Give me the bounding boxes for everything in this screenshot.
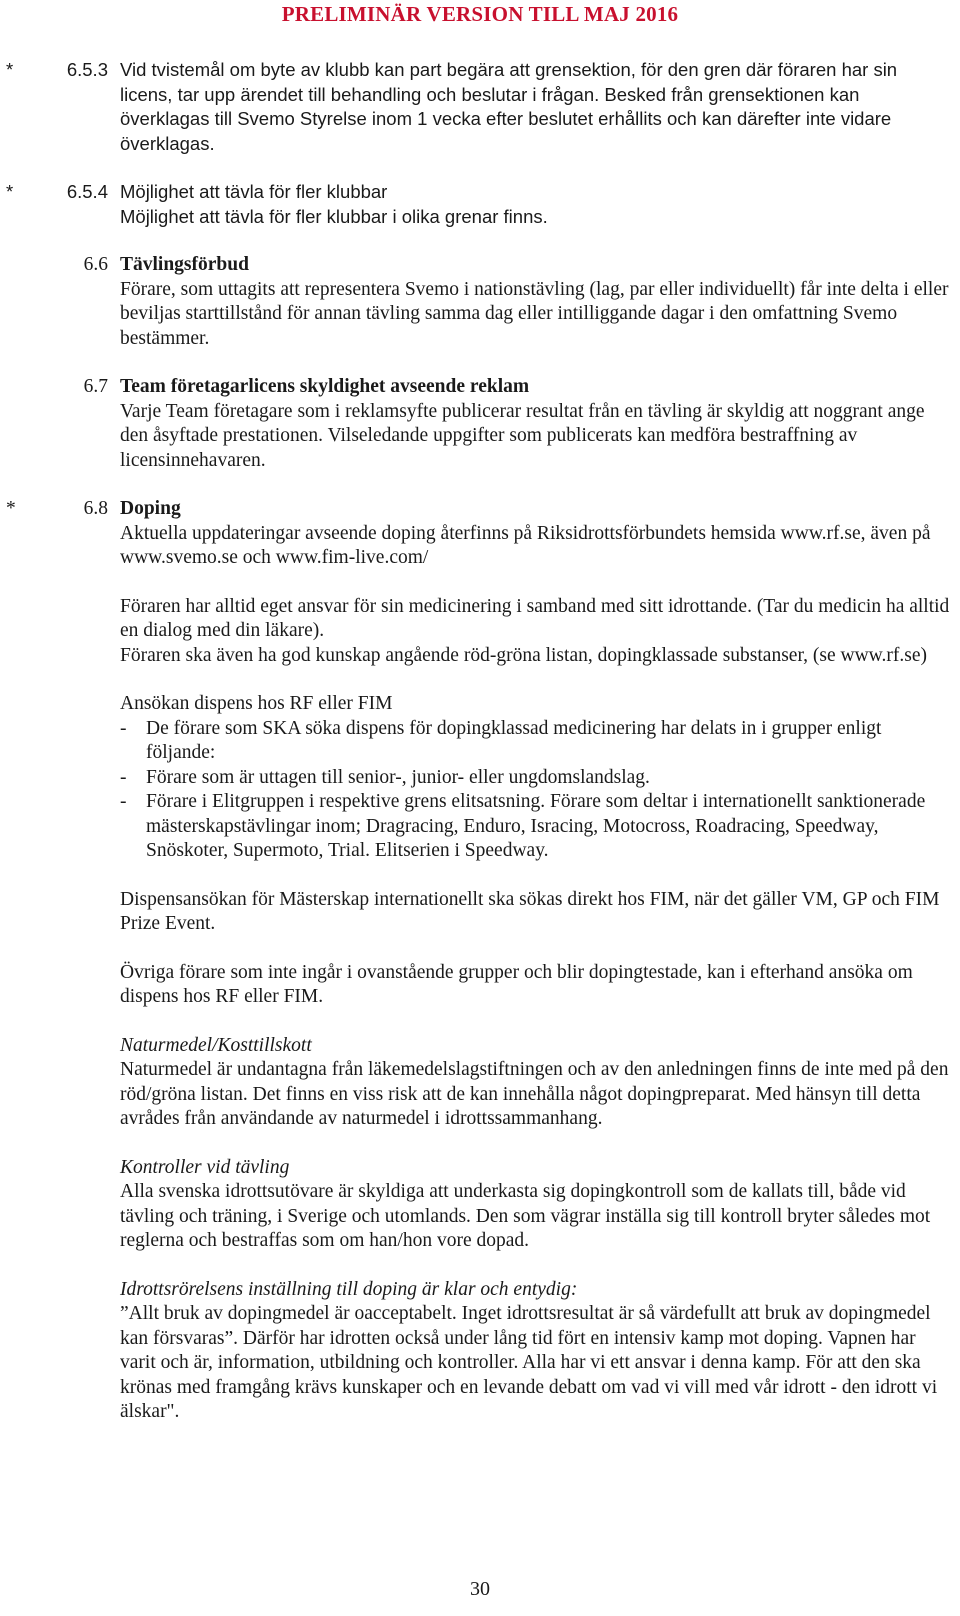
- list-item-text: Förare som är uttagen till senior-, junior- eller ungdomslandslag.: [146, 766, 650, 788]
- change-marker: *: [6, 59, 14, 80]
- doping-responsibility: Föraren har alltid eget ansvar för sin medicinering i samband med sitt idrottande. (Tar du medicin ha alltid en dialog med din läkare).: [120, 595, 950, 641]
- dispens-others-text: Övriga förare som inte ingår i ovanstående grupper och blir dopingtestade, kan i efterhand ansöka om dispens hos RF eller FIM.: [120, 961, 913, 1007]
- document-header: PRELIMINÄR VERSION TILL MAJ 2016: [281, 2, 679, 26]
- list-item: [120, 717, 950, 766]
- natur-heading: Naturmedel/Kosttillskott: [120, 1034, 312, 1056]
- section-number: 6.5.4: [66, 181, 108, 202]
- list-item: [120, 766, 950, 791]
- page-number: 30: [470, 1578, 490, 1600]
- section-text: Förare, som uttagits att representera Svemo i nationstävling (lag, par eller individuellt) får inte delta i eller beviljas starttillstånd för annan tävling samma dag eller intilliggande dagar i den omfattning Svemo bestämmer.: [120, 278, 949, 349]
- change-marker: *: [6, 181, 14, 202]
- section-6-6: [83, 253, 950, 351]
- section-6-5-4: [6, 180, 950, 229]
- section-title: Tävlingsförbud: [120, 254, 249, 275]
- rf-quote: ”Allt bruk av dopingmedel är oacceptabelt. Inget idrottsresultat är så värdefullt att bruk av dopingmedel kan försvaras”. Därför har idrotten också under lång tid fört en intensiv kamp mot doping. Vapnen har varit och är, information, utbildning och kontroller. Alla har vi ett ansvar i denna kamp. För att den ska krönas med framgång krävs kunskaper och en levande debatt om vad vi vill med vår idrott - den idrott vi älskar".: [120, 1303, 938, 1422]
- section-6-7: [83, 375, 950, 473]
- rf-heading: Idrottsrörelsens inställning till doping är klar och entydig:: [120, 1278, 578, 1300]
- section-title: Doping: [120, 498, 181, 519]
- section-6-8: [6, 497, 950, 1425]
- list-dash: -: [120, 717, 127, 739]
- section-title: Team företagarlicens skyldighet avseende reklam: [120, 376, 530, 397]
- kontroll-text: Alla svenska idrottsutövare är skyldiga att underkasta sig dopingkontroll som de kallats till, både vid tävling och träning, i Sverige och utomlands. Den som vägrar inställa sig till kontroll bryter således mot reglerna och bestraffas som om han/hon vore dopad.: [120, 1181, 931, 1251]
- document-body: [0, 58, 960, 1425]
- section-number: 6.8: [83, 498, 108, 519]
- section-number: 6.5.3: [66, 59, 108, 80]
- section-text: Vid tvistemål om byte av klubb kan part begära att grensektion, för den gren där föraren har sin licens, tar upp ärendet till behandling och beslutar i frågan. Besked från grensektionen kan överklagas till Svemo Styrelse inom 1 vecka efter beslutet erhållits och kan därefter inte vidare överklagas.: [120, 59, 898, 154]
- kontroll-heading: Kontroller vid tävling: [120, 1156, 290, 1178]
- section-text: Varje Team företagare som i reklamsyfte publicerar resultat från en tävling är skyldig att noggrant ange den åsyftade prestationen. Vilseledande uppgifter som publicerats kan medföra bestraffning av licensinnehavaren.: [120, 400, 925, 471]
- doping-intro: Aktuella uppdateringar avseende doping återfinns på Riksidrottsförbundets hemsida www.rf.se, även på www.svemo.se och www.fim-live.com/: [120, 522, 931, 568]
- list-item-text: Förare i Elitgruppen i respektive grens elitsatsning. Förare som deltar i internationellt sanktionerade mästerskapstävlingar inom; Dragracing, Enduro, Isracing, Motocross, Roadracing, Speedway, Snöskoter, Supermoto, Trial. Elitserien i Speedway.: [146, 791, 926, 861]
- section-number: 6.6: [83, 254, 108, 275]
- list-dash: -: [120, 791, 127, 812]
- dispens-heading: Ansökan dispens hos RF eller FIM: [120, 693, 393, 714]
- dispens-fim-text: Dispensansökan för Mästerskap internationellt ska sökas direkt hos FIM, när det gäller VM, GP och FIM Prize Event.: [120, 888, 940, 934]
- list-item: [120, 790, 950, 864]
- section-number: 6.7: [83, 376, 108, 397]
- change-marker: *: [6, 498, 16, 519]
- section-title: Möjlighet att tävla för fler klubbar: [120, 181, 388, 202]
- section-6-5-3: [6, 58, 950, 156]
- doping-knowledge: Föraren ska även ha god kunskap angående röd-gröna listan, dopingklassade substanser, (se www.rf.se): [120, 644, 927, 666]
- list-dash: -: [120, 766, 127, 788]
- list-item-text: De förare som SKA söka dispens för dopingklassad medicinering har delats in i grupper enligt följande:: [146, 717, 882, 763]
- section-text: Möjlighet att tävla för fler klubbar i olika grenar finns.: [120, 205, 548, 227]
- natur-text: Naturmedel är undantagna från läkemedelslagstiftningen och av den anledningen finns de inte med på den röd/gröna listan. Det finns en viss risk att de kan innehålla något dopingpreparat. Med hänsyn till detta avrådes från användande av naturmedel i idrottssammanhang.: [120, 1059, 949, 1129]
